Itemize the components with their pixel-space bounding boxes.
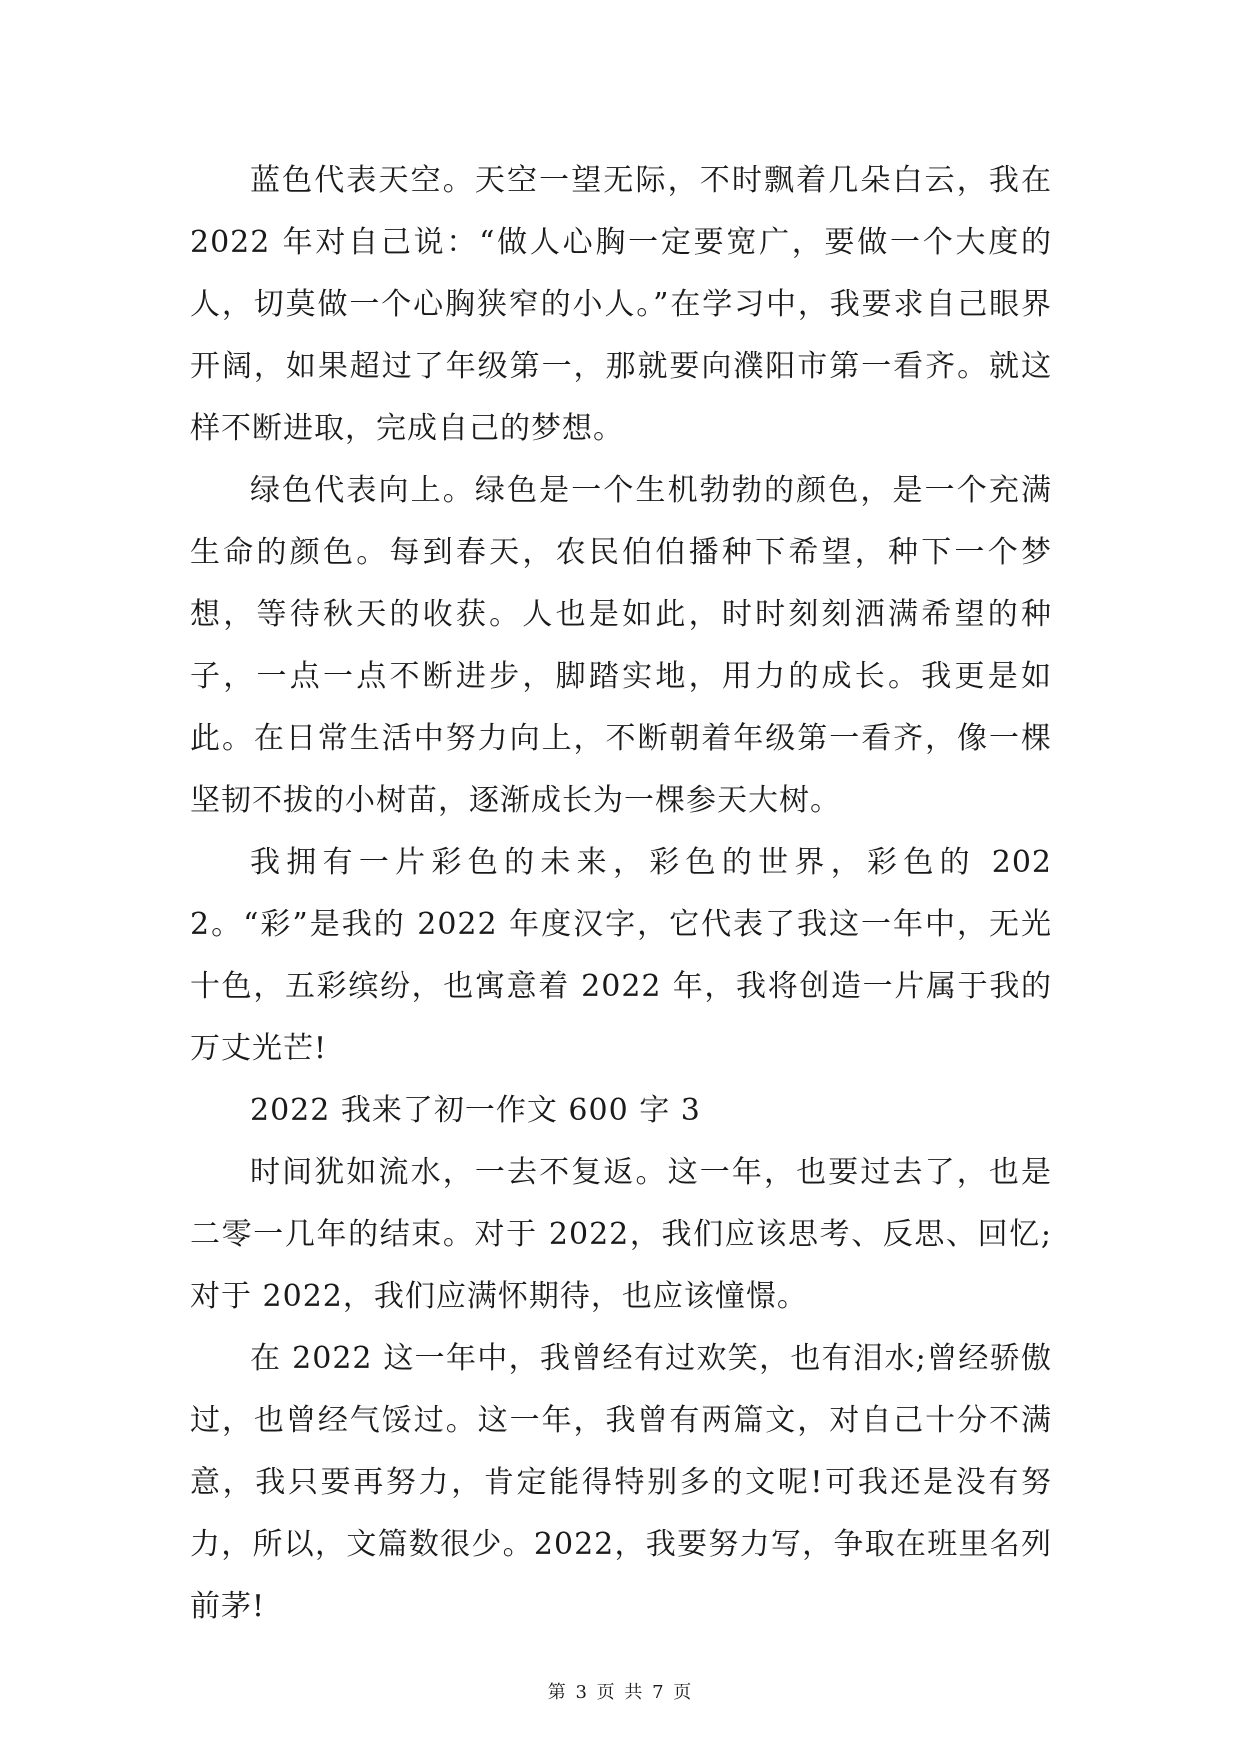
paragraph-blue-sky: 蓝色代表天空。天空一望无际，不时飘着几朵白云，我在 2022 年对自己说：“做人心胸一定要宽广，要做一个大度的人，切莫做一个心胸狭窄的小人。”在学习中，我要求自己眼界开阔，如果超过了年级第一，那就要向濮阳市第一看齐。就这样不断进取，完成自己的梦想。 [190, 163, 1052, 446]
paragraph-year-review: 在 2022 这一年中，我曾经有过欢笑，也有泪水;曾经骄傲过，也曾经气馁过。这一年，我曾有两篇文，对自己十分不满意，我只要再努力，肯定能得特别多的文呢!可我还是没有努力，所以，文篇数很少。2022，我要努力写，争取在班里名列前茅! [190, 1341, 1052, 1624]
paragraph-colorful-future: 我拥有一片彩色的未来，彩色的世界，彩色的 2022。“彩”是我的 2022 年度汉字，它代表了我这一年中，无光十色，五彩缤纷，也寓意着 2022 年，我将创造一片属于我的万丈光芒! [190, 845, 1052, 1066]
paragraph-green-growth: 绿色代表向上。绿色是一个生机勃勃的颜色，是一个充满生命的颜色。每到春天，农民伯伯播种下希望，种下一个梦想，等待秋天的收获。人也是如此，时时刻刻洒满希望的种子，一点一点不断进步，脚踏实地，用力的成长。我更是如此。在日常生活中努力向上，不断朝着年级第一看齐，像一棵坚韧不拔的小树苗，逐渐成长为一棵参天大树。 [190, 473, 1052, 818]
document-body [190, 150, 1052, 1638]
page-number-footer: 第 3 页 共 7 页 [547, 1682, 694, 1703]
essay-heading: 2022 我来了初一作文 600 字 3 [250, 1093, 701, 1128]
paragraph-time-flows: 时间犹如流水，一去不复返。这一年，也要过去了，也是二零一几年的结束。对于 2022，我们应该思考、反思、回忆;对于 2022，我们应满怀期待，也应该憧憬。 [190, 1155, 1052, 1314]
